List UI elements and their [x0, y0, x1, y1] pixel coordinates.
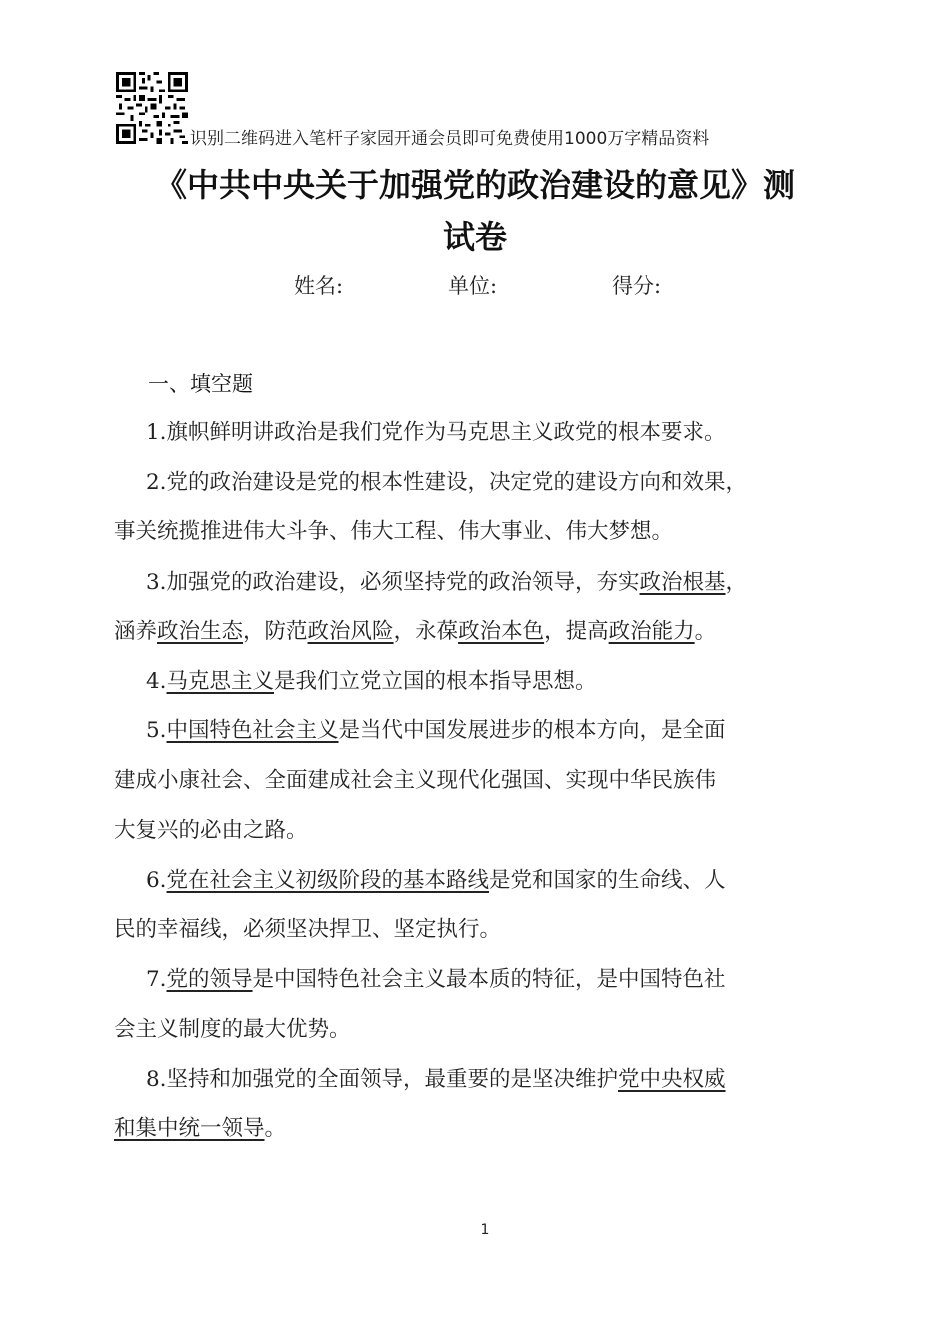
question-7-cont: [114, 1015, 351, 1045]
qr-code-image: [116, 72, 188, 144]
score-label: 得分:: [612, 274, 662, 298]
document-title-line1: 《中共中央关于加强党的政治建设的意见》测: [154, 166, 795, 204]
q2-text-b: 事关统揽推进伟大斗争、伟大工程、伟大事业、伟大梦想。: [114, 519, 674, 544]
q3-text-f: ，提高: [544, 619, 609, 644]
unit-label: 单位:: [448, 274, 498, 298]
question-5: [146, 716, 726, 746]
q3-text-g: 。: [694, 619, 717, 644]
q3-text-e: ，永葆: [393, 619, 459, 644]
q5-text-a: 5.: [146, 718, 167, 743]
question-5-cont-2: [114, 816, 308, 846]
question-3: [146, 568, 747, 598]
q3-text-c: 涵养: [114, 619, 158, 644]
page-number: 1: [480, 1222, 490, 1238]
q6-text-c: 民的幸福线，必须坚决捍卫、坚定执行。: [114, 917, 502, 942]
question-8: [146, 1065, 726, 1095]
question-4: [146, 667, 597, 697]
q8-text-a: 8.坚持和加强党的全面领导，最重要的是坚决维护: [146, 1067, 619, 1092]
q6-answer-1: 党在社会主义初级阶段的基本路线: [166, 868, 490, 893]
section-heading: 一、填空题: [148, 372, 253, 396]
question-6: [146, 866, 726, 896]
q5-text-c: 建成小康社会、全面建成社会主义现代化强国、实现中华民族伟: [114, 768, 717, 793]
q3-answer-4: 政治本色: [458, 619, 545, 644]
question-2-cont: [114, 517, 673, 547]
question-5-cont-1: [114, 766, 716, 796]
q3-answer-2: 政治生态: [157, 619, 244, 644]
q7-answer-1: 党的领导: [166, 967, 253, 992]
q6-text-a: 6.: [146, 868, 167, 893]
question-6-cont: [114, 915, 501, 945]
q7-text-c: 会主义制度的最大优势。: [114, 1017, 351, 1042]
q4-answer-1: 马克思主义: [166, 669, 275, 694]
q5-text-d: 大复兴的必由之路。: [114, 818, 308, 843]
promo-text: 识别二维码进入笔杆子家园开通会员即可免费使用1000万字精品资料: [190, 129, 710, 149]
q3-text-b: ，: [725, 570, 748, 595]
q7-text-b: 是中国特色社会主义最本质的特征，是中国特色社: [252, 967, 726, 992]
question-3-cont: [114, 617, 716, 647]
question-1: [146, 418, 726, 448]
q5-text-b: 是当代中国发展进步的根本方向，是全面: [338, 718, 726, 743]
question-7: [146, 965, 726, 995]
q3-answer-5: 政治能力: [608, 619, 695, 644]
q3-answer-3: 政治风险: [307, 619, 394, 644]
question-2: [146, 468, 747, 498]
document-title-line2: 试卷: [442, 218, 507, 256]
q5-answer-1: 中国特色社会主义: [166, 718, 339, 743]
q8-answer-2: 和集中统一领导: [114, 1116, 265, 1141]
q8-answer-1: 党中央权威: [618, 1067, 726, 1092]
name-label: 姓名:: [294, 274, 344, 298]
q3-text-a: 3.加强党的政治建设，必须坚持党的政治领导，夯实: [146, 570, 640, 595]
q4-text-b: 是我们立党立国的根本指导思想。: [274, 669, 597, 694]
q4-text-a: 4.: [146, 669, 167, 694]
q6-text-b: 是党和国家的生命线、人: [489, 868, 726, 893]
q2-text-a: 2.党的政治建设是党的根本性建设，决定党的建设方向和效果，: [146, 470, 748, 495]
q1-text: 1.旗帜鲜明讲政治是我们党作为马克思主义政党的根本要求。: [146, 420, 726, 445]
q7-text-a: 7.: [146, 967, 167, 992]
question-8-cont: [114, 1114, 286, 1144]
q3-text-d: ，防范: [243, 619, 308, 644]
q3-answer-1: 政治根基: [639, 570, 726, 595]
q8-text-b: 。: [264, 1116, 287, 1141]
